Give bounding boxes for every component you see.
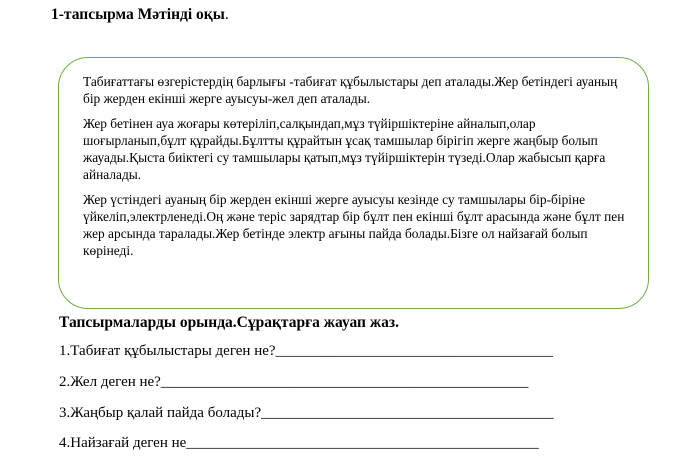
reading-text-box	[58, 57, 649, 309]
tasks-section-title: Тапсырмаларды орында.Сұрақтарға жауап жаз.	[59, 314, 399, 331]
task-title-period: .	[224, 6, 229, 23]
question-2: 2.Жел деген не?_________________________________________________	[59, 374, 529, 390]
task-title-bold: 1-тапсырма Мәтінді оқы	[51, 6, 225, 23]
text-paragraph-2: Жер бетінен ауа жоғары көтеріліп,салқындап,мұз түйіршіктеріне айналып,олар шоғырланып,бұлт құрайды.Бұлтты құрайтын ұсақ тамшылар бірігіп жерге жаңбыр болып жауады.Қыста биіктегі су тамшылары қатып,мұз түйіршіктерін түзеді.Олар жабысып қарға айналады.	[83, 116, 606, 182]
question-4: 4.Найзағай деген не_______________________________________________	[59, 435, 539, 451]
question-1: 1.Табиғат құбылыстары деген не?_____________________________________	[59, 343, 554, 359]
task-title	[51, 6, 229, 24]
text-paragraph-1: Табиғаттағы өзгерістердің барлығы -табиғат құбылыстары деп аталады.Жер бетіндегі ауаның бір жерден екінші жерге ауысуы-жел деп аталады.	[83, 74, 618, 106]
text-paragraph-3: Жер үстіндегі ауаның бір жерден екінші жерге ауысуы кезінде су тамшылары бір-біріне үйкеліп,электрленеді.Оң және теріс зарядтар бір бұлт пен екінші бұлт арасында және бұлт пен жер арсында таралады.Жер бетінде электр ағыны пайда болады.Бізге ол найзағай болып көрінеді.	[83, 192, 625, 258]
question-3: 3.Жаңбыр қалай пайда болады?_______________________________________	[59, 405, 554, 421]
